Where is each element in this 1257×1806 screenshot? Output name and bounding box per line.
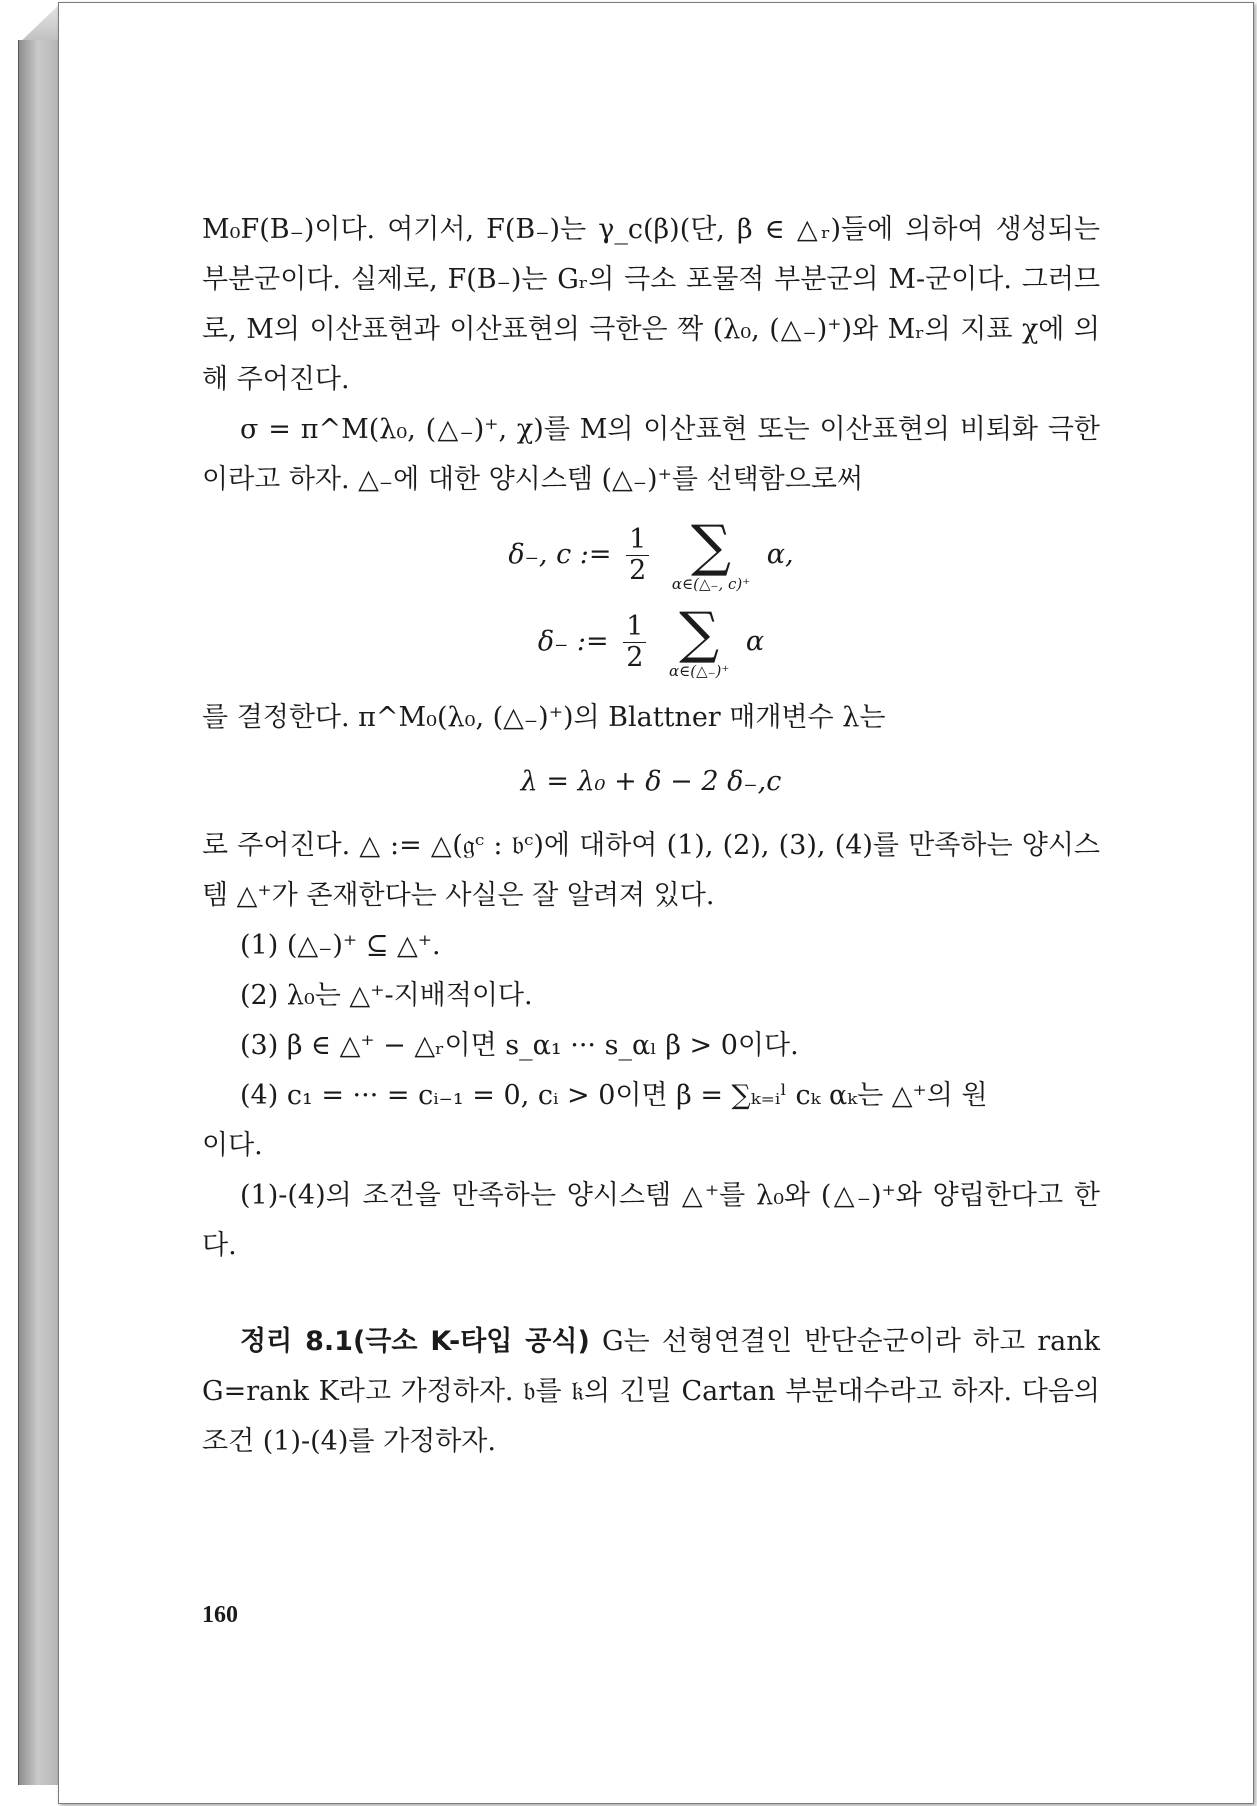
eq1-sigma: ∑ — [691, 514, 732, 579]
paragraph-5: 이다. — [202, 1130, 263, 1161]
equation-delta-minus-c — [202, 514, 1100, 593]
eq2-numerator: 1 — [623, 612, 646, 643]
eq1-fraction — [626, 525, 649, 586]
equation-delta-minus — [202, 601, 1100, 680]
eq1-numerator: 1 — [626, 525, 649, 556]
eq2-summation — [669, 601, 730, 680]
paragraph-4: 로 주어진다. △ := △(𝔤ᶜ : 𝔟ᶜ)에 대하여 (1), (2), (3), (4)를 만족하는 양시스템 △⁺가 존재한다는 사실은 잘 알려져 있다. — [202, 830, 1100, 911]
paragraph-2: σ = π^M(λ₀, (△₋)⁺, χ)를 M의 이산표현 또는 이산표현의 비퇴화 극한이라고 하자. △₋에 대한 양시스템 (△₋)⁺를 선택함으로써 — [202, 414, 1100, 495]
eq1-lhs: δ₋, c := — [508, 539, 612, 570]
eq2-fraction — [623, 612, 646, 673]
condition-4: (4) c₁ = ··· = cᵢ₋₁ = 0, cᵢ > 0이면 β = ∑ₖ₌ᵢˡ cₖ αₖ는 △⁺의 원 — [240, 1080, 988, 1111]
eq2-sigma: ∑ — [679, 601, 720, 666]
page-number: 160 — [202, 1602, 238, 1628]
eq2-rhs: α — [745, 626, 765, 657]
theorem-title: 정리 8.1(극소 K-타입 공식) — [240, 1326, 590, 1357]
paragraph-1: M₀F(B₋)이다. 여기서, F(B₋)는 γ_c(β)(단, β ∈ △ᵣ)들에 의하여 생성되는 부분군이다. 실제로, F(B₋)는 Gᵣ의 극소 포물적 부분군의 M-군이다. 그러므로, M의 이산표현과 이산표현의 극한은 짝 (λ₀, (△₋)⁺)와 Mᵣ의 지표 χ에 의해 주어진다. — [202, 214, 1100, 395]
theorem-body: G는 선형연결인 반단순군이라 하고 rank G=rank K라고 가정하자. 𝔟를 𝔨의 긴밀 Cartan 부분대수라고 하자. 다음의 조건 (1)-(4)를 가정하자. — [202, 1326, 1100, 1457]
eq1-denominator: 2 — [629, 555, 647, 586]
page-content — [202, 205, 1100, 1467]
eq2-sum-index: α∈(△₋)⁺ — [669, 662, 730, 680]
eq2-denominator: 2 — [626, 642, 644, 673]
section-gap — [202, 1271, 1100, 1317]
book-spine — [18, 40, 61, 1785]
book-spine-top — [18, 2, 62, 44]
theorem-8-1 — [202, 1317, 1100, 1467]
condition-1: (1) (△₋)⁺ ⊆ △⁺. — [240, 930, 441, 961]
eq1-summation — [671, 514, 751, 593]
eq1-rhs: α, — [766, 539, 794, 570]
eq2-lhs: δ₋ := — [537, 626, 609, 657]
condition-3: (3) β ∈ △⁺ − △ᵣ이면 s_α₁ ··· s_αₗ β > 0이다. — [240, 1030, 799, 1061]
equation-lambda: λ = λ₀ + δ − 2 δ₋,c — [520, 766, 782, 797]
condition-2: (2) λ₀는 △⁺-지배적이다. — [240, 980, 533, 1011]
paragraph-6: (1)-(4)의 조건을 만족하는 양시스템 △⁺를 λ₀와 (△₋)⁺와 양립한다고 한다. — [202, 1180, 1100, 1261]
paragraph-3: 를 결정한다. π^M₀(λ₀, (△₋)⁺)의 Blattner 매개변수 λ는 — [202, 702, 886, 733]
eq1-sum-index: α∈(△₋, c)⁺ — [671, 575, 751, 593]
